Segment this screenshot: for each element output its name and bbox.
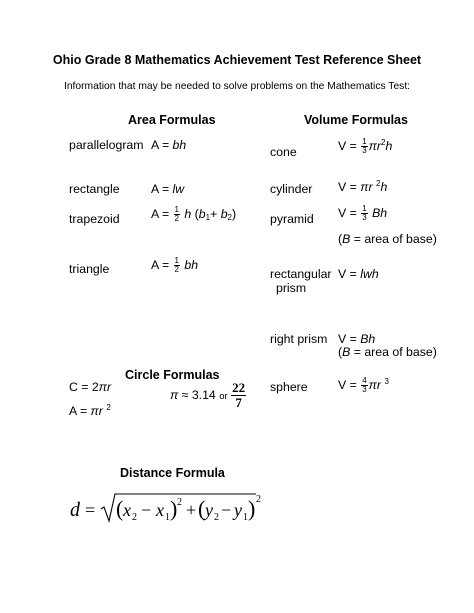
svg-text:): ) xyxy=(248,496,256,521)
circle-area-formula: A = πr $^2$ xyxy=(69,403,111,418)
svg-text:x: x xyxy=(123,500,131,520)
svg-text:2: 2 xyxy=(214,512,219,523)
svg-text:(: ( xyxy=(198,496,206,521)
svg-text:1: 1 xyxy=(165,512,170,523)
cylinder-formula: V = πr $^2$h xyxy=(338,179,388,194)
pyramid-formula: V = $\frac{1}{3}$ Bh xyxy=(338,204,388,222)
circle-formulas-heading: Circle Formulas xyxy=(125,368,220,382)
page-title: Ohio Grade 8 Mathematics Achievement Test Reference Sheet xyxy=(52,53,422,67)
right-prism-note: (B = area of base) xyxy=(338,345,437,359)
rectangular-prism-label-line2: prism xyxy=(276,281,307,295)
cylinder-label: cylinder xyxy=(270,182,313,196)
pyramid-note: (B = area of base) xyxy=(338,232,437,246)
trapezoid-formula: A = $\frac{1}{2}$ h $(b_1+ b_2)$ xyxy=(151,205,237,223)
svg-text:−: − xyxy=(221,500,232,520)
parallelogram-label: parallelogram xyxy=(69,138,144,152)
circumference-formula: C = 2πr xyxy=(69,380,112,394)
rectangular-prism-formula: V = lwh xyxy=(338,267,379,281)
parallelogram-formula: A = bh xyxy=(151,138,187,152)
volume-formulas-heading: Volume Formulas xyxy=(304,113,408,127)
pi-approximation: π ≈ 3.14 or $\frac{22}{7}$ xyxy=(170,380,246,410)
svg-text:(: ( xyxy=(116,496,124,521)
triangle-formula: A = $\frac{1}{2}$ bh xyxy=(151,256,199,274)
svg-text:2: 2 xyxy=(256,494,261,505)
svg-text:1: 1 xyxy=(243,512,248,523)
svg-text:−: − xyxy=(141,500,152,520)
svg-text:2: 2 xyxy=(177,497,182,508)
svg-text:=: = xyxy=(85,500,96,520)
rectangular-prism-label: rectangular xyxy=(270,267,332,281)
svg-text:y: y xyxy=(205,500,213,520)
svg-text:x: x xyxy=(156,500,164,520)
sphere-label: sphere xyxy=(270,380,308,394)
cone-formula: V = $\frac{1}{3}$ $\pi r^2h$ xyxy=(338,137,393,155)
area-formulas-heading: Area Formulas xyxy=(128,113,216,127)
cone-label: cone xyxy=(270,145,297,159)
svg-text:d: d xyxy=(70,499,80,521)
distance-formula xyxy=(66,488,266,528)
right-prism-formula: V = Bh xyxy=(338,332,376,346)
svg-text:2: 2 xyxy=(132,512,137,523)
svg-text:+: + xyxy=(186,500,197,520)
trapezoid-label: trapezoid xyxy=(69,212,120,226)
distance-formula-heading: Distance Formula xyxy=(120,466,225,480)
triangle-label: triangle xyxy=(69,262,110,276)
svg-text:): ) xyxy=(170,496,178,521)
rectangle-label: rectangle xyxy=(69,182,120,196)
sphere-formula: V = $\frac{4}{3}$ πr $^3$ xyxy=(338,376,389,394)
rectangle-formula: A = lw xyxy=(151,182,185,196)
svg-text:y: y xyxy=(234,500,242,520)
pyramid-label: pyramid xyxy=(270,212,314,226)
page-subtitle: Information that may be needed to solve problems on the Mathematics Test: xyxy=(63,81,411,92)
right-prism-label: right prism xyxy=(270,332,328,346)
